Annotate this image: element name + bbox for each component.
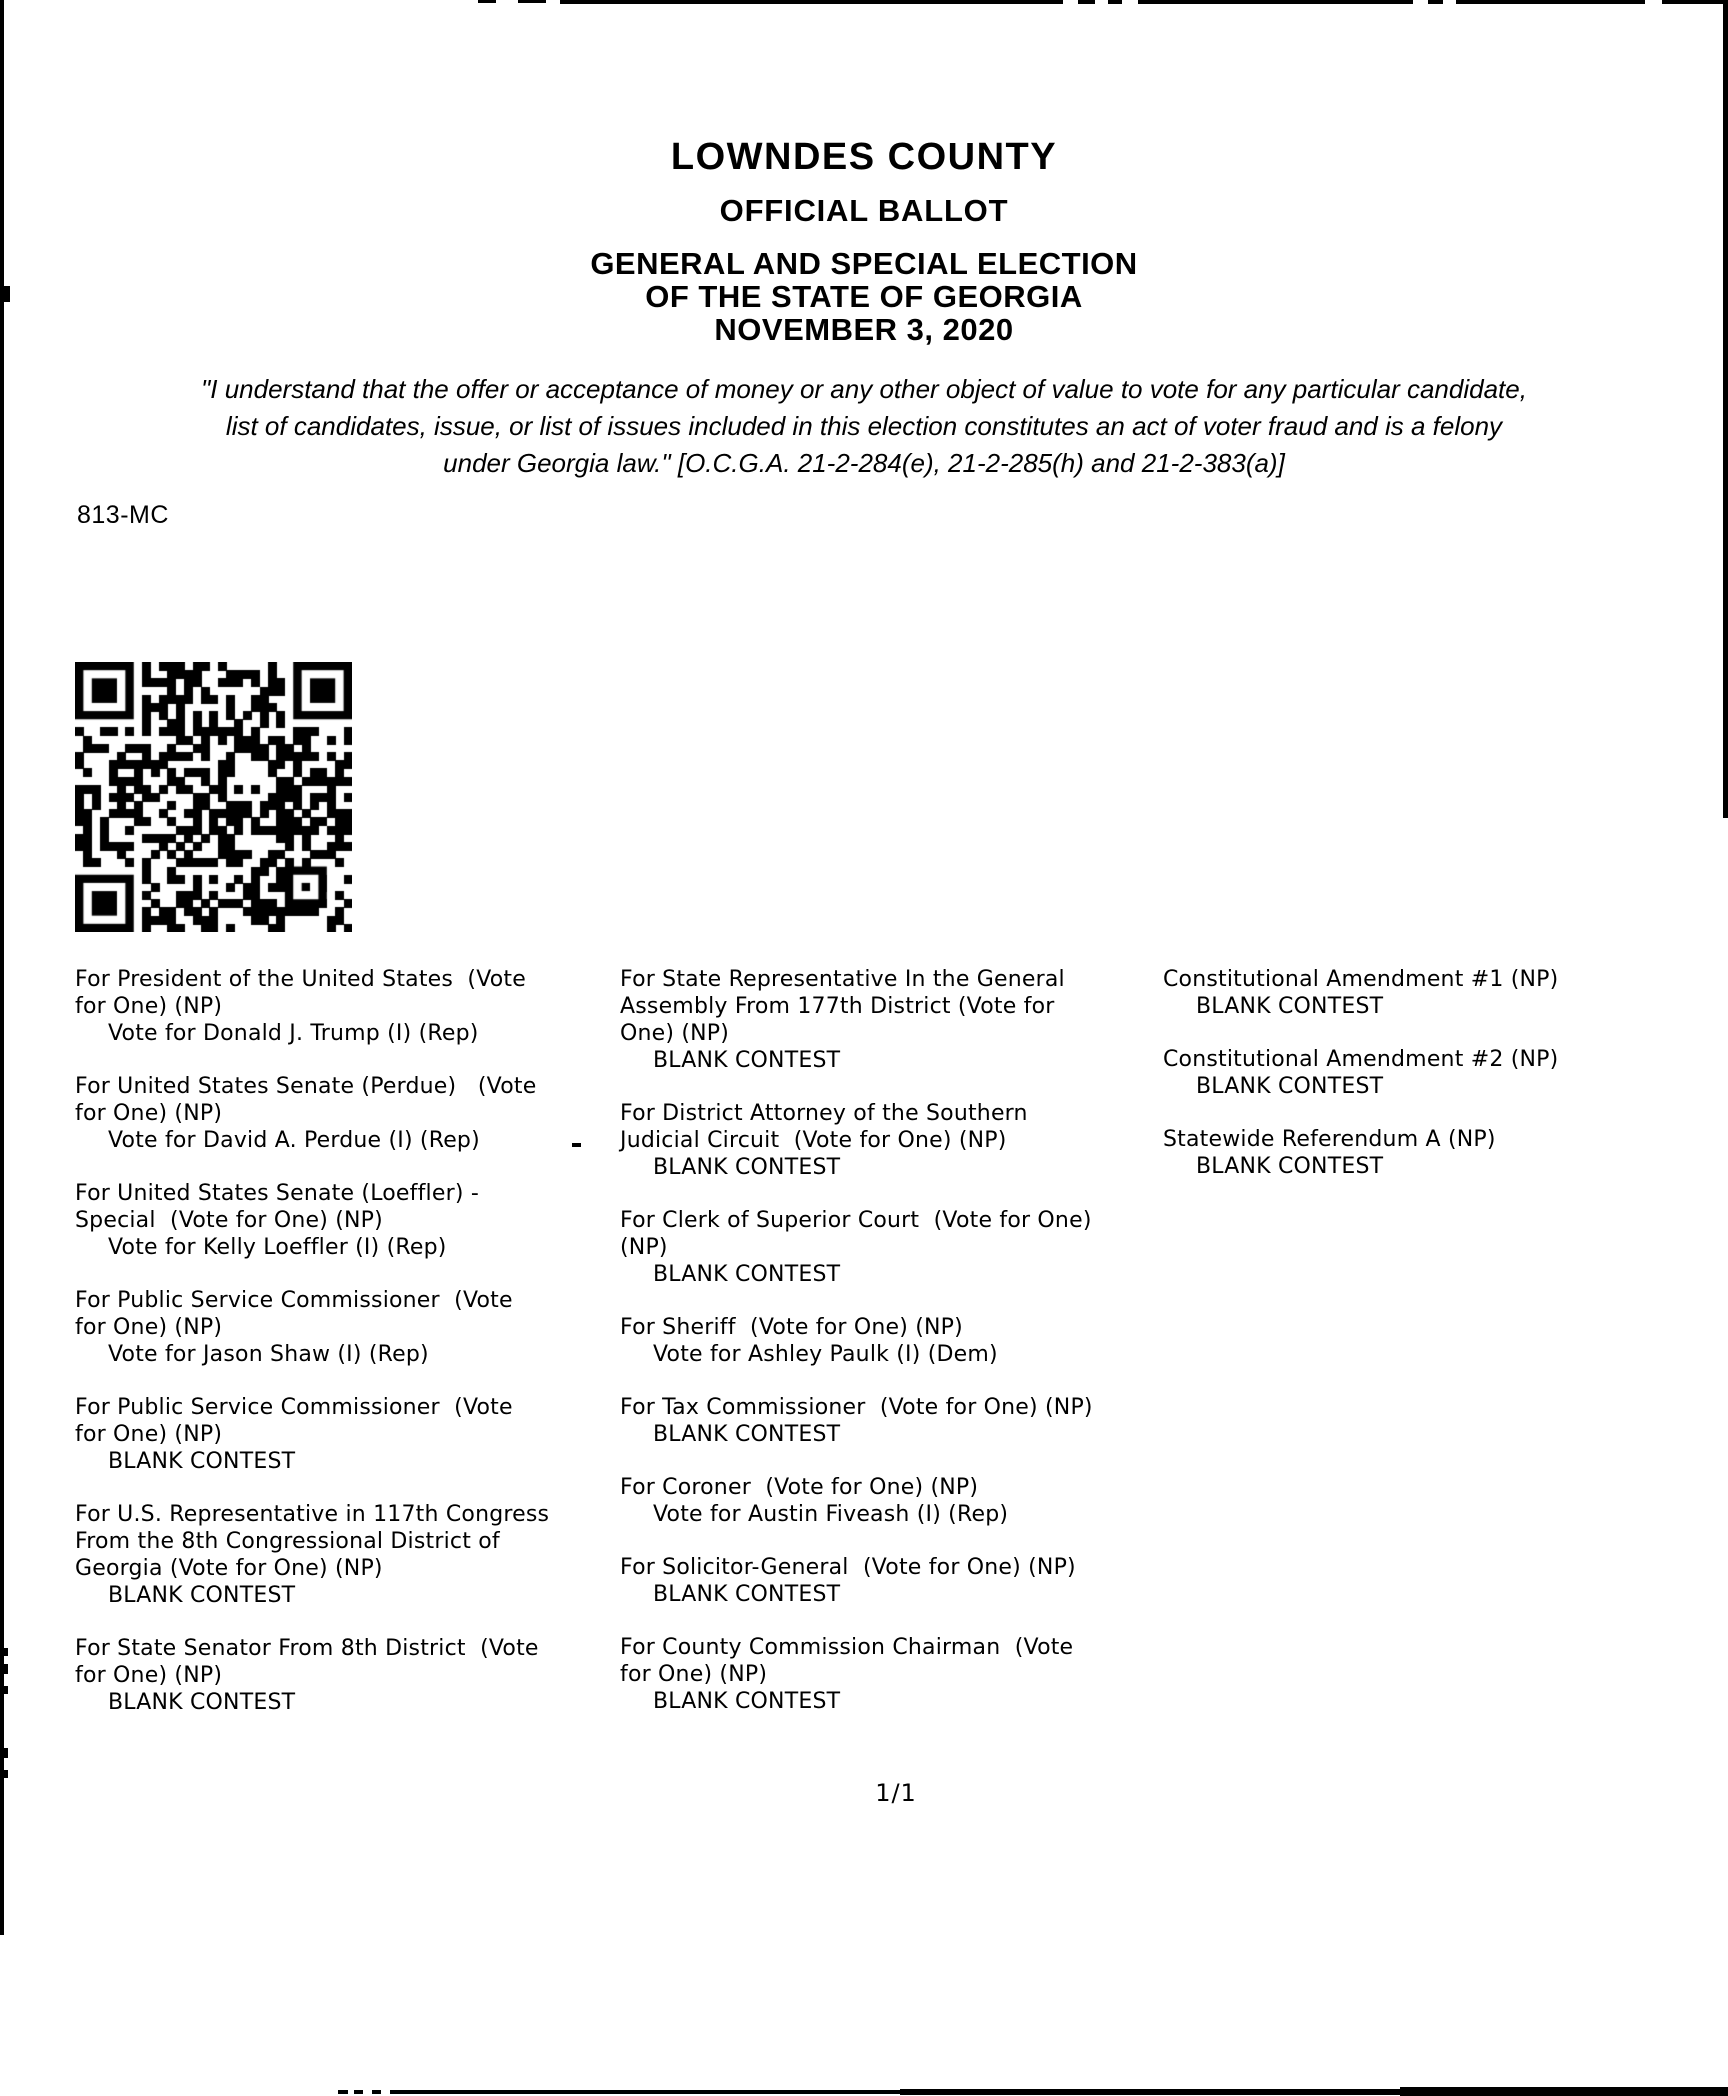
contest-block <box>620 1554 1155 1608</box>
contest-block <box>620 1314 1155 1368</box>
contest-result: BLANK CONTEST <box>1196 1074 1384 1099</box>
contest-title-line: For President of the United States (Vote <box>75 967 526 992</box>
contest-title-line: For United States Senate (Loeffler) - <box>75 1181 479 1206</box>
page-indicator: 1/1 <box>875 1779 917 1807</box>
contest-title-line: For Clerk of Superior Court (Vote for One) <box>620 1208 1092 1233</box>
contest-title-line: Special (Vote for One) (NP) <box>75 1208 383 1233</box>
disclaimer-line: list of candidates, issue, or list of issues included in this election constitutes an act of voter fraud and is a felony <box>225 411 1503 441</box>
contest-result: BLANK CONTEST <box>653 1048 841 1073</box>
contest-block <box>620 1634 1155 1715</box>
contest-block <box>75 1073 610 1154</box>
contest-column-1 <box>75 966 610 1742</box>
contest-block <box>75 1180 610 1261</box>
contest-result: BLANK CONTEST <box>653 1262 841 1287</box>
contest-title-line: For U.S. Representative in 117th Congress <box>75 1502 550 1527</box>
contest-title-line: For Coroner (Vote for One) (NP) <box>620 1475 979 1500</box>
contest-title-line: One) (NP) <box>620 1021 730 1046</box>
contest-result: Vote for Kelly Loeffler (I) (Rep) <box>108 1235 447 1260</box>
contest-result: Vote for Ashley Paulk (I) (Dem) <box>653 1342 998 1367</box>
contest-title-line: for One) (NP) <box>75 1315 223 1340</box>
contest-title-line: Constitutional Amendment #1 (NP) <box>1163 967 1559 992</box>
contest-title-line: Assembly From 177th District (Vote for <box>620 994 1055 1019</box>
contest-result: Vote for David A. Perdue (I) (Rep) <box>108 1128 480 1153</box>
scan-artifact-top-dash <box>478 0 496 3</box>
contest-title-line: For District Attorney of the Southern <box>620 1101 1028 1126</box>
contest-result: BLANK CONTEST <box>108 1449 296 1474</box>
contest-column-2 <box>620 966 1155 1741</box>
contest-block <box>75 966 610 1047</box>
contest-block <box>75 1394 610 1475</box>
voter-fraud-disclaimer <box>0 371 1728 482</box>
contest-title-line: Georgia (Vote for One) (NP) <box>75 1556 383 1581</box>
contest-title-line: for One) (NP) <box>75 1422 223 1447</box>
scan-artifact-top-dash <box>518 0 546 3</box>
contest-title-line: (NP) <box>620 1235 668 1260</box>
contest-result: BLANK CONTEST <box>1196 994 1384 1019</box>
election-date: NOVEMBER 3, 2020 <box>714 312 1014 347</box>
contest-title-line: For Tax Commissioner (Vote for One) (NP) <box>620 1395 1093 1420</box>
contest-result: BLANK CONTEST <box>108 1690 296 1715</box>
contest-title-line: For Public Service Commissioner (Vote <box>75 1288 513 1313</box>
contest-title-line: for One) (NP) <box>75 1101 223 1126</box>
contest-block <box>1163 966 1698 1020</box>
contest-title-line: For United States Senate (Perdue) (Vote <box>75 1074 537 1099</box>
contest-title-line: Judicial Circuit (Vote for One) (NP) <box>620 1128 1007 1153</box>
contest-title-line: For Sheriff (Vote for One) (NP) <box>620 1315 963 1340</box>
contest-result: BLANK CONTEST <box>108 1583 296 1608</box>
contest-block <box>620 966 1155 1074</box>
disclaimer-line: under Georgia law." [O.C.G.A. 21-2-284(e), 21-2-285(h) and 21-2-383(a)] <box>443 448 1285 478</box>
contest-title-line: For State Representative In the General <box>620 967 1065 992</box>
contest-title-line: For State Senator From 8th District (Vote <box>75 1636 539 1661</box>
contest-block <box>620 1394 1155 1448</box>
contest-result: BLANK CONTEST <box>653 1689 841 1714</box>
scan-artifact-bottom-edge <box>390 2090 900 2094</box>
disclaimer-line: "I understand that the offer or acceptance of money or any other object of value to vote for any particular candidate, <box>201 374 1527 404</box>
contest-block <box>1163 1126 1698 1180</box>
county-title: LOWNDES COUNTY <box>670 136 1058 178</box>
contest-column-3 <box>1163 966 1698 1206</box>
contest-title-line: From the 8th Congressional District of <box>75 1529 500 1554</box>
contest-block <box>75 1287 610 1368</box>
contest-block <box>620 1207 1155 1288</box>
contest-result: BLANK CONTEST <box>653 1422 841 1447</box>
election-title-line: OF THE STATE OF GEORGIA <box>645 279 1083 314</box>
contest-title-line: for One) (NP) <box>75 994 223 1019</box>
contest-block <box>620 1474 1155 1528</box>
qr-code-icon <box>75 662 352 932</box>
contest-result: Vote for Jason Shaw (I) (Rep) <box>108 1342 429 1367</box>
contest-result: Vote for Austin Fiveash (I) (Rep) <box>653 1502 1009 1527</box>
contest-title-line: For County Commission Chairman (Vote <box>620 1635 1074 1660</box>
contest-result: BLANK CONTEST <box>653 1582 841 1607</box>
contest-title-line: For Public Service Commissioner (Vote <box>75 1395 513 1420</box>
election-title-line: GENERAL AND SPECIAL ELECTION <box>590 246 1138 281</box>
election-title <box>0 247 1728 346</box>
contest-title-line: Constitutional Amendment #2 (NP) <box>1163 1047 1559 1072</box>
contest-title-line: for One) (NP) <box>620 1662 768 1687</box>
scan-artifact-top-edge <box>560 0 1728 4</box>
precinct-code: 813-MC <box>77 501 169 529</box>
contest-block <box>620 1100 1155 1181</box>
contest-block <box>75 1635 610 1716</box>
contest-result: BLANK CONTEST <box>653 1155 841 1180</box>
contest-title-line: for One) (NP) <box>75 1663 223 1688</box>
contest-result: Vote for Donald J. Trump (I) (Rep) <box>108 1021 479 1046</box>
contest-block <box>75 1501 610 1609</box>
ballot-type-title: OFFICIAL BALLOT <box>719 193 1009 228</box>
contest-title-line: For Solicitor-General (Vote for One) (NP) <box>620 1555 1076 1580</box>
contest-title-line: Statewide Referendum A (NP) <box>1163 1127 1496 1152</box>
contest-result: BLANK CONTEST <box>1196 1154 1384 1179</box>
contest-block <box>1163 1046 1698 1100</box>
